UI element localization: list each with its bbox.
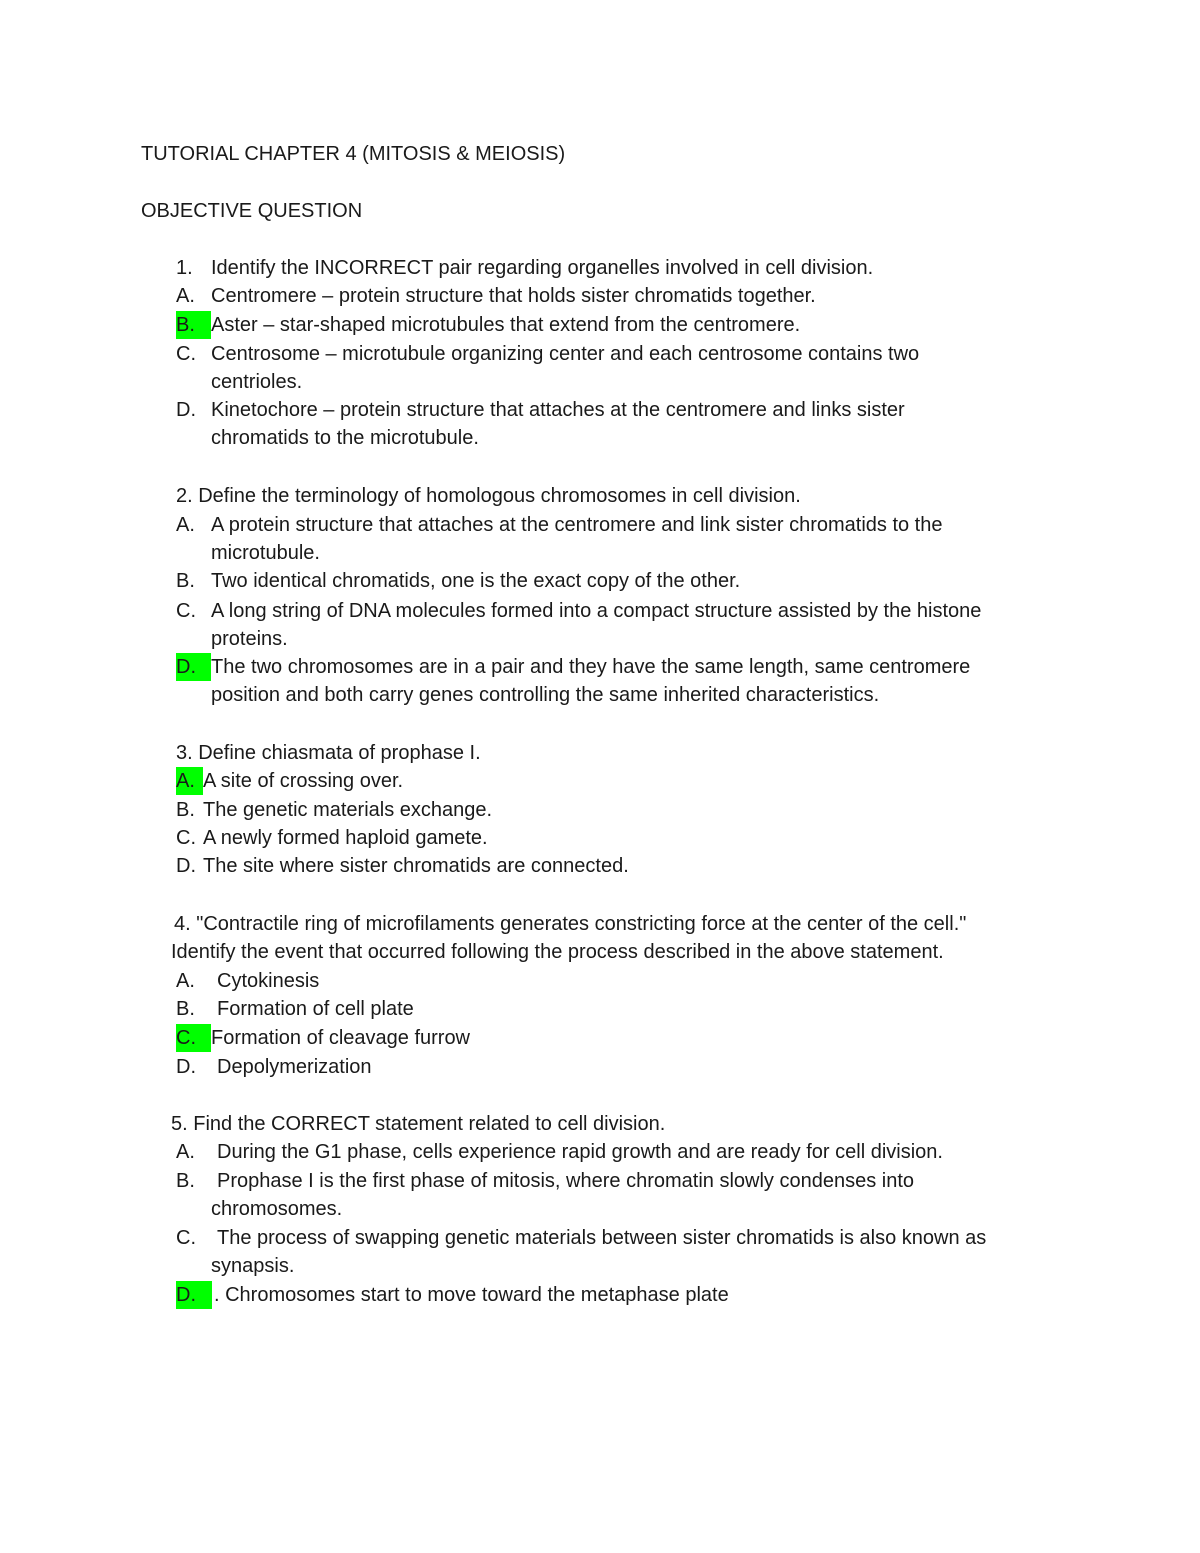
q4-option-a-text: Cytokinesis: [217, 970, 320, 992]
q2-option-a-label: A.: [176, 514, 195, 536]
q1-option-d-text-line2: chromatids to the microtubule.: [211, 427, 479, 449]
question-5-stem: 5. Find the CORRECT statement related to cell division.: [171, 1113, 666, 1135]
q5-option-b-label: B.: [176, 1170, 195, 1192]
question-3-stem: 3. Define chiasmata of prophase I.: [176, 742, 481, 764]
q2-option-b-label: B.: [176, 570, 195, 592]
q3-option-c-text: A newly formed haploid gamete.: [203, 827, 488, 849]
q2-option-c-text-line1: A long string of DNA molecules formed into a compact structure assisted by the histone: [211, 600, 982, 622]
q3-option-d-text: The site where sister chromatids are connected.: [203, 855, 629, 877]
q2-option-b-text: Two identical chromatids, one is the exact copy of the other.: [211, 570, 741, 592]
q4-option-b-text: Formation of cell plate: [217, 998, 414, 1020]
q3-option-a-text: A site of crossing over.: [203, 770, 404, 792]
q4-option-a-label: A.: [176, 970, 195, 992]
page-title: TUTORIAL CHAPTER 4 (MITOSIS & MEIOSIS): [141, 143, 566, 165]
question-4-stem-line2: Identify the event that occurred following the process described in the above statement.: [171, 941, 944, 963]
q3-option-c-label: C.: [176, 827, 196, 849]
q2-option-d-text-line2: position and both carry genes controlling the same inherited characteristics.: [211, 684, 880, 706]
q5-option-d-label: D.: [176, 1281, 212, 1309]
q1-option-c-text-line1: Centrosome – microtubule organizing center and each centrosome contains two: [211, 343, 920, 365]
q5-option-a-text: During the G1 phase, cells experience rapid growth and are ready for cell division.: [217, 1141, 943, 1163]
q1-option-c-label: C.: [176, 343, 196, 365]
q1-option-b-text: Aster – star-shaped microtubules that extend from the centromere.: [211, 314, 801, 336]
question-1-number: 1.: [176, 257, 193, 279]
question-2-stem: 2. Define the terminology of homologous chromosomes in cell division.: [176, 485, 801, 507]
q5-option-c-label: C.: [176, 1227, 196, 1249]
q4-option-c-label: C.: [176, 1024, 211, 1052]
q2-option-a-text-line2: microtubule.: [211, 542, 320, 564]
q3-option-d-label: D.: [176, 855, 196, 877]
question-4-stem-line1: 4. "Contractile ring of microfilaments generates constricting force at the center of the cell.": [174, 913, 967, 935]
q4-option-d-text: Depolymerization: [217, 1056, 372, 1078]
q1-option-c-text-line2: centrioles.: [211, 371, 303, 393]
q2-option-d-label: D.: [176, 653, 211, 681]
q5-option-a-label: A.: [176, 1141, 195, 1163]
q5-option-d-text: . Chromosomes start to move toward the metaphase plate: [214, 1284, 729, 1306]
q1-option-b-label: B.: [176, 311, 211, 339]
q2-option-a-text-line1: A protein structure that attaches at the centromere and link sister chromatids to the: [211, 514, 943, 536]
q1-option-d-label: D.: [176, 399, 196, 421]
question-1-stem: Identify the INCORRECT pair regarding organelles involved in cell division.: [211, 257, 874, 279]
q4-option-d-label: D.: [176, 1056, 196, 1078]
q3-option-a-label: A.: [176, 767, 203, 795]
q2-option-d-text-line1: The two chromosomes are in a pair and they have the same length, same centromere: [211, 656, 971, 678]
q5-option-c-text-line1: The process of swapping genetic materials between sister chromatids is also known as: [217, 1227, 987, 1249]
q3-option-b-label: B.: [176, 799, 195, 821]
section-heading: OBJECTIVE QUESTION: [141, 200, 363, 222]
q5-option-b-text-line1: Prophase I is the first phase of mitosis, where chromatin slowly condenses into: [217, 1170, 914, 1192]
q2-option-c-label: C.: [176, 600, 196, 622]
q2-option-c-text-line2: proteins.: [211, 628, 288, 650]
q5-option-b-text-line2: chromosomes.: [211, 1198, 343, 1220]
q1-option-a-label: A.: [176, 285, 195, 307]
q4-option-c-text: Formation of cleavage furrow: [211, 1027, 471, 1049]
q1-option-a-text: Centromere – protein structure that holds sister chromatids together.: [211, 285, 816, 307]
q1-option-d-text-line1: Kinetochore – protein structure that attaches at the centromere and links sister: [211, 399, 905, 421]
q3-option-b-text: The genetic materials exchange.: [203, 799, 493, 821]
q5-option-c-text-line2: synapsis.: [211, 1255, 295, 1277]
q4-option-b-label: B.: [176, 998, 195, 1020]
